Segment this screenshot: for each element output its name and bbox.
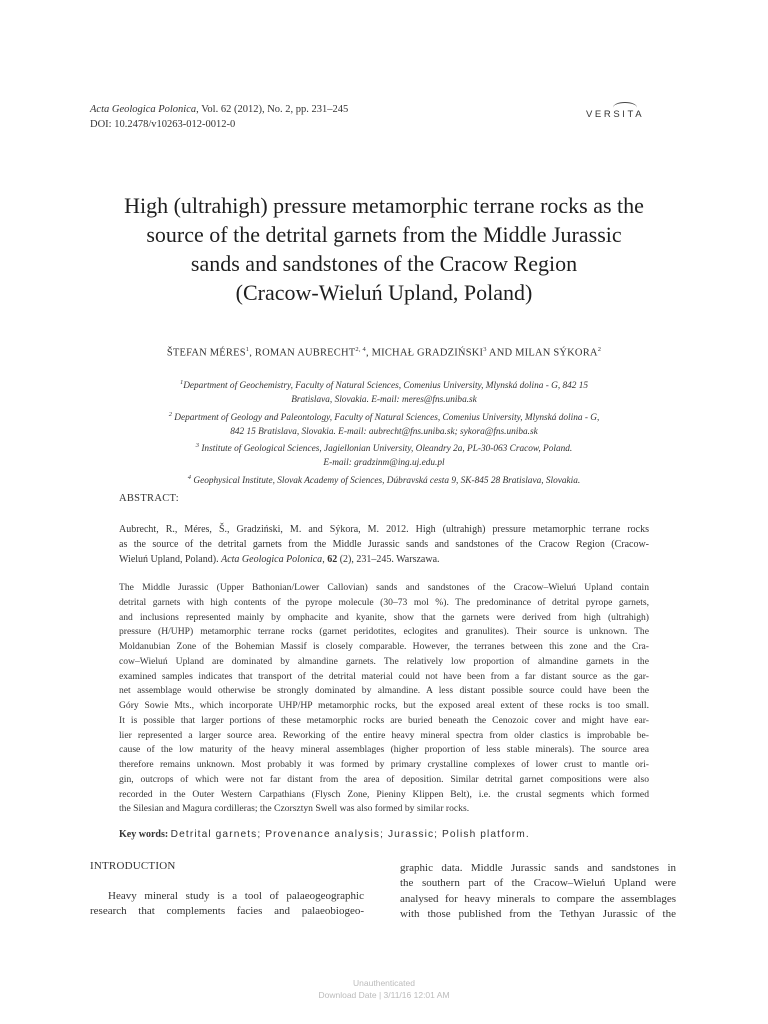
abstract-line: recorded in the Outer Western Carpathians (Flysch Zone, Pieniny Klippen Belt), i.e. the crustal segments which formed	[119, 788, 649, 800]
author-name: MICHAŁ GRADZIŃSKI	[371, 347, 484, 359]
abstract-line: pressure (H/UHP) metamorphic terrane rocks (garnet peridotites, eclogites and granulites). Their source is unknown. The	[119, 626, 649, 638]
author-name: ROMAN AUBRECHT	[254, 347, 356, 359]
body-line: analysed for heavy minerals to compare the assemblages	[400, 892, 676, 905]
abstract-line: and inclusions represented mainly by omphacite and kyanite, show that the garnets were derived from high (ultrahigh)	[119, 611, 649, 623]
body-line: research that complements facies and palaeobiogeo-	[90, 905, 364, 918]
body-line: graphic data. Middle Jurassic sands and sandstones in	[400, 862, 676, 874]
body-line: Heavy mineral study is a tool of palaeogeographic	[108, 890, 364, 902]
author-separator: ,	[365, 347, 372, 359]
keywords-value: Detrital garnets; Provenance analysis; Jurassic; Polish platform.	[170, 829, 530, 840]
citation-line	[119, 552, 649, 567]
abstract-line: gin, outcrops of which were not far distant from the area of deposition. Similar detrital garnet compositions were also	[119, 773, 649, 785]
title-line: source of the detrital garnets from the Middle Jurassic	[146, 222, 622, 247]
affiliation-text: 842 15 Bratislava, Slovakia. E-mail: aubrecht@fns.uniba.sk; sykora@fns.uniba.sk	[230, 426, 538, 437]
abstract-line: The Middle Jurassic (Upper Bathonian/Lower Callovian) sands and sandstones of the Cracow–Wieluń Upland contain	[119, 582, 649, 593]
affiliation-text: Institute of Geological Sciences, Jagiellonian University, Oleandry 2a, PL-30-063 Cracow, Poland.	[199, 444, 573, 455]
abstract-line: It is possible that larger portions of these metamorphic rocks are buried beneath the Cenozoic cover and might have ear-	[119, 714, 649, 726]
author-separator: AND	[486, 347, 516, 359]
author-separator: ,	[249, 347, 255, 359]
abstract-line: detrital garnets with high contents of the pyrope molecule (30–73 mol %). The predominance of detrital pyrope garnets,	[119, 596, 649, 608]
title-line: High (ultrahigh) pressure metamorphic terrane rocks as the	[124, 193, 644, 218]
citation-volume: 62	[327, 554, 338, 565]
body-column-left	[90, 889, 364, 920]
publisher-logo	[586, 104, 676, 122]
author-affiliation-mark: 2, 4	[355, 346, 366, 353]
body-line: with those published from the Tethyan Jurassic of the	[400, 907, 676, 920]
abstract-line: examined samples indicates that transport of the detrital material could not have been from a far distant source as the gar-	[119, 670, 649, 682]
affiliation-text: Bratislava, Slovakia. E-mail: meres@fns.uniba.sk	[291, 395, 477, 406]
citation-journal: Acta Geologica Polonica	[221, 554, 323, 565]
keywords-label: Key words:	[119, 829, 169, 840]
journal-header	[90, 102, 348, 132]
affiliation-number: 1	[179, 379, 184, 386]
doi: DOI: 10.2478/v10263-012-0012-0	[90, 119, 236, 130]
affiliation-number: 3	[195, 442, 200, 449]
paper-title	[90, 191, 678, 307]
section-heading: INTRODUCTION	[90, 860, 176, 872]
journal-issue: , Vol. 62 (2012), No. 2, pp. 231–245	[196, 104, 349, 115]
affiliations	[110, 376, 658, 488]
affiliation	[110, 471, 658, 488]
author-affiliation-mark: 3	[483, 346, 487, 353]
citation-text: (2), 231–245. Warszawa.	[337, 554, 440, 565]
abstract-line: therefore remains unknown. Most probably it was formed by primary crystalline complexes of lower crust to mantle ori-	[119, 759, 649, 770]
abstract-line: net assemblage would otherwise be strongly dominated by almandine. A less distant possible source could have been the	[119, 685, 649, 697]
abstract-body	[119, 581, 649, 817]
citation-line: as the source of the detrital garnets from the Middle Jurassic sands and sandstones of the Cracow Region (Cracow-	[119, 539, 649, 550]
abstract-line: Góry Sowie Mts., which incorporate UHP/HP metamorphic rocks, but the exposed areal extent of these rocks is too small.	[119, 700, 649, 711]
citation	[119, 522, 649, 567]
abstract-line: lier represented a larger source area. Reworking of the entire heavy mineral spectra from older clastics is improbable be-	[119, 729, 649, 741]
watermark-line: Download Date | 3/11/16 12:01 AM	[318, 990, 450, 1000]
abstract-label: ABSTRACT:	[119, 493, 179, 504]
title-line: (Cracow-Wieluń Upland, Poland)	[235, 280, 533, 305]
affiliation	[110, 439, 658, 471]
abstract-line: cow–Wieluń Upland are dominated by almandine garnets. The relatively low proportion of almandine garnets in the	[119, 655, 649, 667]
abstract-line: Moldanubian Zone of the Bohemian Massif is closely comparable. However, the terranes between this zone and the Cra-	[119, 641, 649, 652]
affiliation-text: E-mail: gradzinm@ing.uj.edu.pl	[323, 458, 445, 469]
title-line: sands and sandstones of the Cracow Region	[190, 251, 578, 276]
keywords	[119, 829, 530, 840]
publisher-logo-text: VERSITA	[586, 109, 645, 120]
affiliation-text: Geophysical Institute, Slovak Academy of Sciences, Dúbravská cesta 9, SK-845 28 Bratislava, Slovakia.	[191, 475, 581, 486]
citation-text: Wieluń Upland, Poland).	[119, 554, 222, 565]
affiliation-text: Department of Geology and Paleontology, Faculty of Natural Sciences, Comenius University, Mlynská dolina - G,	[171, 412, 600, 423]
citation-line: Aubrecht, R., Méres, Š., Gradziński, M. and Sýkora, M. 2012. High (ultrahigh) pressure metamorphic terrane rocks	[119, 524, 649, 535]
watermark-line: Unauthenticated	[353, 978, 415, 988]
download-watermark	[0, 977, 768, 1001]
affiliation-number: 2	[168, 410, 172, 418]
abstract-line: cause of the low maturity of the heavy mineral assemblages (higher proportion of less stable minerals). The source area	[119, 744, 649, 756]
author-list	[90, 346, 678, 359]
affiliation-number: 4	[187, 473, 192, 481]
author-affiliation-mark: 1	[245, 346, 250, 353]
body-column-right	[400, 861, 676, 922]
author-name: MILAN SÝKORA	[515, 347, 598, 359]
journal-name: Acta Geologica Polonica	[90, 104, 197, 115]
affiliation	[110, 376, 658, 408]
citation-text: ,	[322, 554, 328, 565]
affiliation-text: Department of Geochemistry, Faculty of Natural Sciences, Comenius University, Mlynská dolina - G, 842 15	[183, 381, 589, 392]
body-line: the southern part of the Cracow–Wieluń Upland were	[400, 877, 676, 890]
author-affiliation-mark: 2	[597, 346, 602, 353]
affiliation	[110, 408, 658, 440]
author-name: ŠTEFAN MÉRES	[166, 347, 246, 359]
abstract-line: the Silesian and Magura cordilleras; the Czorsztyn Swell was also formed by similar rocks.	[119, 803, 470, 815]
